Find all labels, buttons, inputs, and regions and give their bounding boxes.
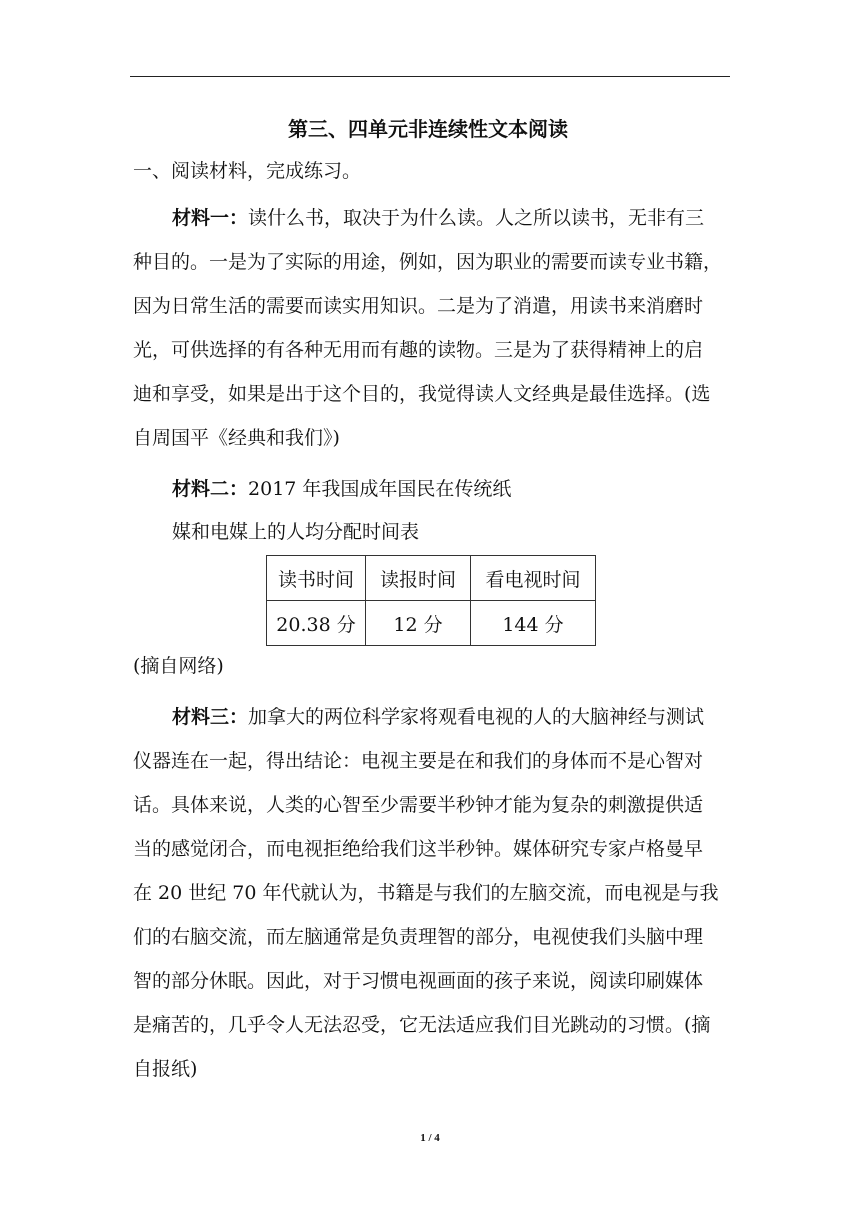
material1-text: 读什么书，取决于为什么读。人之所以读书，无非有三 bbox=[248, 207, 705, 229]
material3-text: 加拿大的两位科学家将观看电视的人的大脑神经与测试 bbox=[248, 706, 705, 728]
material3-line-6: 们的右脑交流，而左脑通常是负责理智的部分，电视使我们头脑中理 bbox=[133, 926, 704, 948]
material1-line-6: 自周国平《经典和我们》) bbox=[133, 427, 340, 449]
material3-line-8: 是痛苦的，几乎令人无法忍受，它无法适应我们目光跳动的习惯。(摘 bbox=[133, 1014, 711, 1036]
material3-line-3: 话。具体来说，人类的心智至少需要半秒钟才能为复杂的刺激提供适 bbox=[133, 794, 704, 816]
material3-line-5: 在 20 世纪 70 年代就认为，书籍是与我们的左脑交流，而电视是与我 bbox=[133, 882, 719, 904]
material1-line-2: 种目的。一是为了实际的用途，例如，因为职业的需要而读专业书籍， bbox=[133, 251, 723, 273]
material2-label: 材料二： bbox=[172, 478, 249, 500]
material3-line-7: 智的部分休眠。因此，对于习惯电视画面的孩子来说，阅读印刷媒体 bbox=[133, 970, 704, 992]
material2-title-2: 媒和电媒上的人均分配时间表 bbox=[172, 521, 420, 543]
table-row bbox=[267, 601, 596, 646]
page-number: 1 / 4 bbox=[420, 1132, 440, 1144]
material1-line-4: 光，可供选择的有各种无用而有趣的读物。三是为了获得精神上的启 bbox=[133, 339, 704, 361]
material1-line-3: 因为日常生活的需要而读实用知识。二是为了消遣，用读书来消磨时 bbox=[133, 295, 704, 317]
material3-label: 材料三： bbox=[172, 706, 249, 728]
material2-line-1 bbox=[172, 476, 511, 502]
material3-line-9: 自报纸) bbox=[133, 1058, 198, 1080]
material3-line-2: 仪器连在一起，得出结论：电视主要是在和我们的身体而不是心智对 bbox=[133, 750, 704, 772]
table-cell: 144 分 bbox=[471, 601, 596, 646]
material1-line-5: 迪和享受，如果是出于这个目的，我觉得读人文经典是最佳选择。(选 bbox=[133, 383, 711, 405]
table-header-cell: 读书时间 bbox=[267, 556, 366, 601]
section-heading: 一、阅读材料，完成练习。 bbox=[133, 160, 362, 182]
document-title: 第三、四单元非连续性文本阅读 bbox=[288, 117, 568, 141]
material3-line-1 bbox=[172, 704, 704, 730]
material2-title-1: 2017 年我国成年国民在传统纸 bbox=[248, 478, 512, 500]
material1-label: 材料一： bbox=[172, 207, 249, 229]
table-header-cell: 读报时间 bbox=[366, 556, 471, 601]
time-allocation-table bbox=[266, 555, 596, 646]
table-header-cell: 看电视时间 bbox=[471, 556, 596, 601]
table-cell: 20.38 分 bbox=[267, 601, 366, 646]
material2-source: (摘自网络) bbox=[133, 655, 224, 677]
material3-line-4: 当的感觉闭合，而电视拒绝给我们这半秒钟。媒体研究专家卢格曼早 bbox=[133, 838, 704, 860]
table-header-row bbox=[267, 556, 596, 601]
header-rule bbox=[130, 76, 730, 77]
material1-line-1 bbox=[172, 205, 704, 231]
table-cell: 12 分 bbox=[366, 601, 471, 646]
